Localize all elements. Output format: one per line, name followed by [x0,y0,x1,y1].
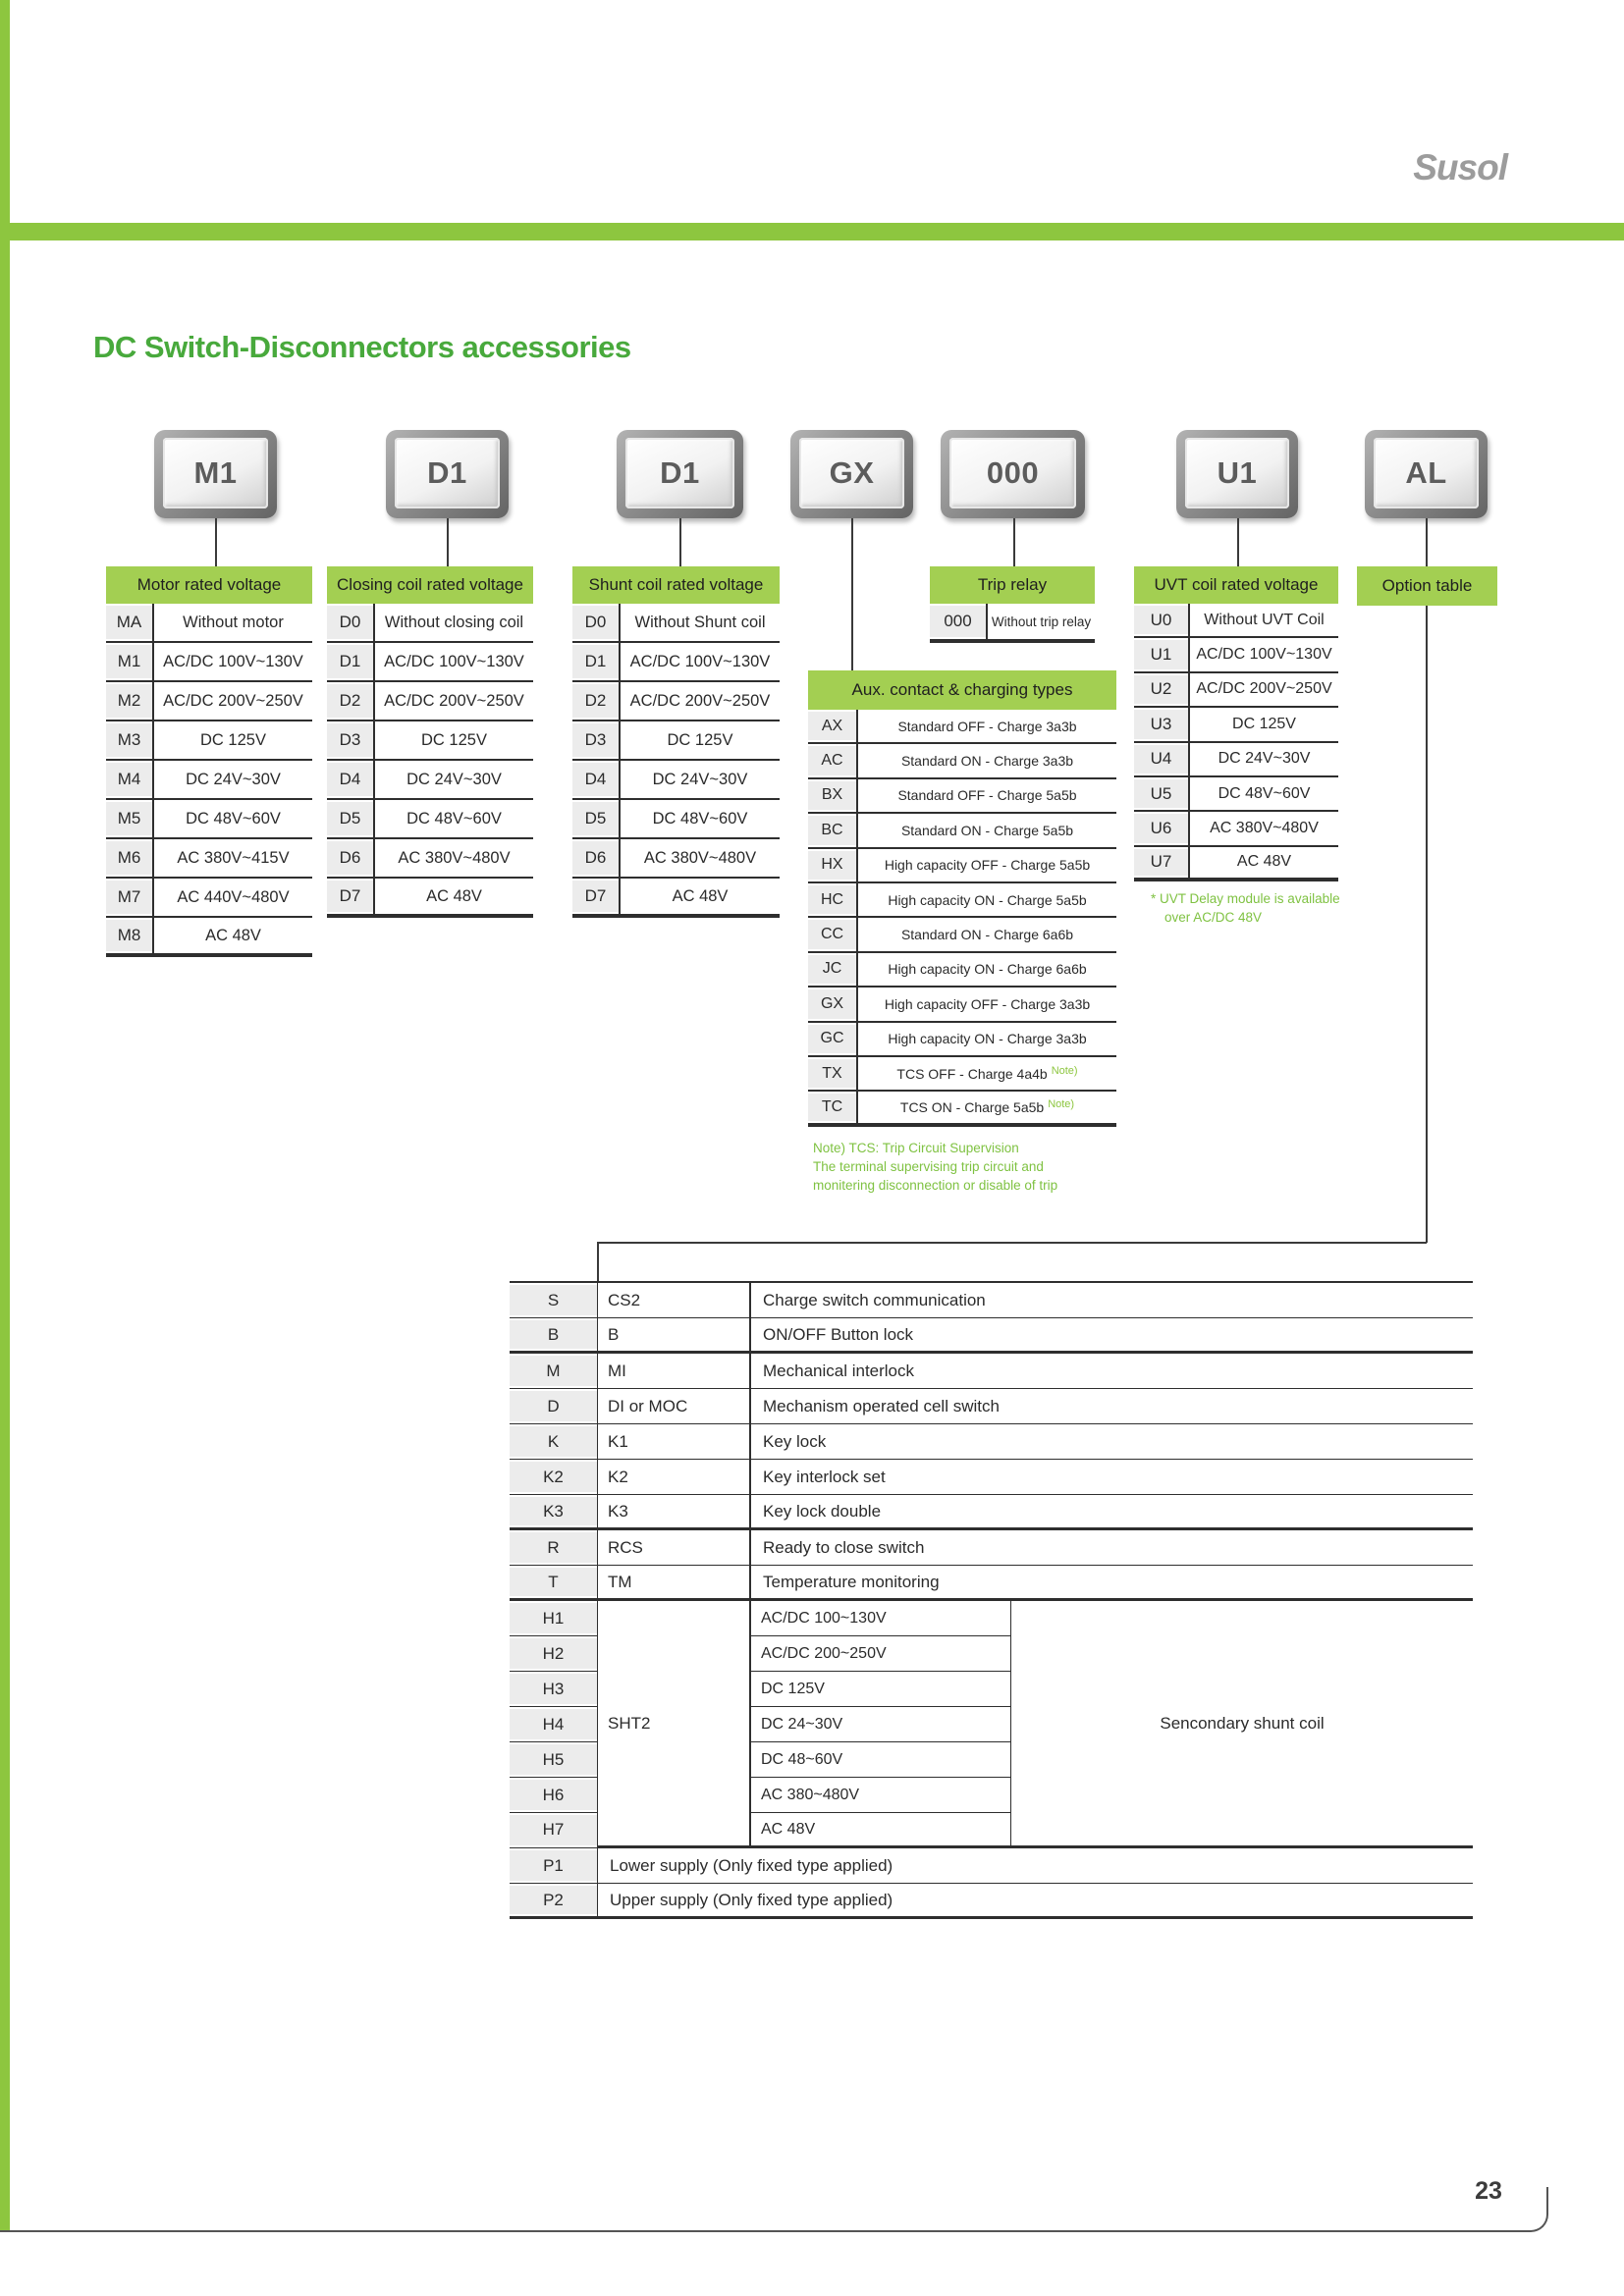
row-value: High capacity ON - Charge 3a3b [856,1023,1116,1055]
table-row [1134,638,1338,672]
row-key: U2 [1134,673,1188,706]
row-key: U1 [1134,638,1188,670]
row-key: BC [808,814,856,846]
row-value: DC 125V [1188,708,1338,740]
row-key: GX [808,988,856,1020]
row-key: R [510,1530,597,1565]
option-table-header: Option table [1357,566,1497,606]
row-value: DC 125V [619,721,780,759]
button-face [625,438,734,508]
row-key: CC [808,918,856,950]
row-value: AC 380V~480V [1188,812,1338,844]
row-key: K [510,1424,597,1459]
table-row [808,814,1116,848]
connector-line [1426,518,1428,566]
row-key: BX [808,779,856,812]
table-row [510,1460,1473,1495]
table-row [808,918,1116,952]
table-row [106,839,312,879]
row-key: P1 [510,1848,597,1883]
table-row [510,1566,1473,1601]
button-label: U1 [1217,455,1258,490]
row-value: RCS [597,1530,749,1565]
hvolt: AC/DC 100~130V [751,1601,1010,1636]
table-row [572,682,780,721]
row-value: Charge switch communication [749,1283,1473,1317]
row-value: AC 48V [619,879,780,914]
row-key: S [510,1283,597,1317]
table-row [1134,604,1338,638]
table-row [106,918,312,957]
row-value: DC 48V~60V [1188,777,1338,810]
closing-coil-voltage-table [327,566,533,918]
table-row [808,849,1116,883]
row-key: D [510,1389,597,1423]
table-row [510,1354,1473,1389]
row-value: AC/DC 200V~250V [373,682,533,720]
row-key: U6 [1134,812,1188,844]
row-key: TX [808,1057,856,1090]
connector-line [1237,518,1239,566]
row-value: DI or MOC [597,1389,749,1423]
code-button-d1-shunt [617,430,743,518]
button-face [395,438,500,508]
secondary-shunt-coil-cell [1011,1601,1473,1845]
row-value: AC 380V~415V [152,839,312,877]
sht2-key-column [510,1601,597,1845]
hvolt: DC 125V [751,1672,1010,1707]
row-value: DC 24V~30V [373,761,533,798]
option-simple-rows [510,1283,1473,1601]
row-key: D2 [327,682,373,720]
code-button-gx [790,430,913,518]
row-value: Without Shunt coil [619,604,780,641]
sht2-group-cell [597,1601,749,1845]
row-key: GC [808,1023,856,1055]
row-key: D5 [572,800,619,837]
note-line: monitering disconnection or disable of trip [813,1178,1058,1193]
code-button-m1 [154,430,277,518]
row-key: M6 [106,839,152,877]
option-sht2-block [510,1601,1473,1848]
table-row [510,1530,1473,1566]
table-row [808,988,1116,1022]
button-face [799,438,904,508]
row-value: DC 24V~30V [619,761,780,798]
page-title: DC Switch-Disconnectors accessories [93,330,631,364]
row-key: AX [808,710,856,742]
row-value: High capacity OFF - Charge 5a5b [856,849,1116,881]
row-key: D7 [327,879,373,914]
row-value: AC/DC 100V~130V [1188,638,1338,670]
table-row [808,744,1116,778]
connector-line [1013,518,1015,566]
note-line: * UVT Delay module is available [1151,891,1340,906]
table-row [1134,708,1338,742]
shunt-coil-voltage-table [572,566,780,918]
row-key: M [510,1354,597,1388]
row-key: D1 [327,643,373,680]
row-value: K2 [597,1460,749,1494]
row-key: TC [808,1092,856,1122]
row-value: Key interlock set [749,1460,1473,1494]
table-row [510,1424,1473,1460]
row-key: HC [808,883,856,916]
row-value: AC 48V [1188,847,1338,878]
row-key: M1 [106,643,152,680]
hkey: H7 [510,1813,597,1847]
button-label: 000 [986,455,1040,490]
table-row [930,604,1095,643]
row-key: M4 [106,761,152,798]
table-header: Shunt coil rated voltage [572,566,780,604]
row-value: K1 [597,1424,749,1459]
table-row [106,761,312,800]
table-header: Trip relay [930,566,1095,604]
option-supply-rows [510,1848,1473,1919]
table-row [1134,777,1338,812]
header-accent-band [0,223,1624,240]
table-row [106,643,312,682]
table-body [327,604,533,918]
table-row [106,879,312,918]
row-value: AC/DC 100V~130V [152,643,312,680]
row-value: Lower supply (Only fixed type applied) [597,1848,1473,1883]
table-row [327,839,533,879]
table-row [572,721,780,761]
connector-line [215,518,217,566]
row-value: AC 380V~480V [373,839,533,877]
uvt-note [1151,889,1340,927]
row-key: U4 [1134,743,1188,775]
note-ref: Note) [1051,1064,1078,1077]
table-row [327,643,533,682]
row-value: TCS ON - Charge 5a5b Note) [856,1092,1116,1122]
table-row [327,721,533,761]
table-row [808,779,1116,814]
row-value: ON/OFF Button lock [749,1318,1473,1351]
page-corner-rule [0,2187,1548,2232]
row-value: AC/DC 100V~130V [619,643,780,680]
uvt-coil-voltage-table [1134,566,1338,881]
row-value: Mechanism operated cell switch [749,1389,1473,1423]
table-row [106,800,312,839]
row-key: M7 [106,879,152,916]
row-value: High capacity OFF - Charge 3a3b [856,988,1116,1020]
connector-line [447,518,449,566]
row-key: MA [106,604,152,641]
table-row [1134,812,1338,846]
row-key: D0 [572,604,619,641]
table-row [106,682,312,721]
table-body [1134,604,1338,881]
table-row [808,1092,1116,1126]
row-value: Ready to close switch [749,1530,1473,1565]
row-value: High capacity ON - Charge 6a6b [856,953,1116,986]
note-line: Note) TCS: Trip Circuit Supervision [813,1141,1019,1155]
row-key: HX [808,849,856,881]
row-key: T [510,1566,597,1598]
row-value: TM [597,1566,749,1598]
sht2-label: SHT2 [608,1713,651,1733]
row-key: D1 [572,643,619,680]
note-ref: Note) [1048,1097,1075,1110]
row-value: Key lock double [749,1495,1473,1527]
table-row [327,879,533,918]
row-value: High capacity ON - Charge 5a5b [856,883,1116,916]
table-row [510,1318,1473,1354]
connector-line-option [1426,606,1428,1243]
table-row [327,761,533,800]
row-value: Without motor [152,604,312,641]
note-line: The terminal supervising trip circuit and [813,1159,1044,1174]
table-body [106,604,312,957]
row-key: D7 [572,879,619,914]
row-value: AC/DC 200V~250V [619,682,780,720]
row-value: CS2 [597,1283,749,1317]
hkey: H6 [510,1778,597,1813]
hkey: H3 [510,1672,597,1707]
hkey: H1 [510,1601,597,1636]
button-label: D1 [660,455,700,490]
code-button-d1-closing [386,430,509,518]
table-row [510,1283,1473,1318]
secondary-shunt-coil-label: Sencondary shunt coil [1160,1713,1325,1733]
table-header: Aux. contact & charging types [808,670,1116,710]
row-value: AC 48V [152,918,312,953]
row-value: AC/DC 200V~250V [152,682,312,720]
row-key: D3 [327,721,373,759]
table-row [510,1848,1473,1884]
trip-relay-table [930,566,1095,643]
row-key: D3 [572,721,619,759]
row-key: D5 [327,800,373,837]
row-value: AC 48V [373,879,533,914]
row-key: M2 [106,682,152,720]
code-button-000 [941,430,1085,518]
table-row [572,839,780,879]
table-row [808,883,1116,918]
row-key: U3 [1134,708,1188,740]
row-value: Without trip relay [986,604,1095,639]
table-row [808,1023,1116,1057]
row-value: Standard ON - Charge 5a5b [856,814,1116,846]
hkey: H4 [510,1707,597,1742]
row-value: Standard ON - Charge 3a3b [856,744,1116,776]
row-key: P2 [510,1884,597,1916]
row-key: B [510,1318,597,1351]
button-face [949,438,1076,508]
hkey: H5 [510,1742,597,1778]
note-line: over AC/DC 48V [1164,910,1263,925]
row-value: TCS OFF - Charge 4a4b Note) [856,1057,1116,1090]
table-row [1134,673,1338,708]
sht2-voltage-column [749,1601,1011,1845]
row-value: Temperature monitoring [749,1566,1473,1598]
table-row [327,800,533,839]
row-key: 000 [930,604,986,639]
hvolt: AC/DC 200~250V [751,1636,1010,1672]
table-header: Motor rated voltage [106,566,312,604]
row-key: K2 [510,1460,597,1494]
row-key: K3 [510,1495,597,1527]
code-button-u1 [1176,430,1298,518]
row-key: M3 [106,721,152,759]
row-key: JC [808,953,856,986]
row-value: Mechanical interlock [749,1354,1473,1388]
hvolt: DC 24~30V [751,1707,1010,1742]
button-label: AL [1405,455,1447,490]
motor-rated-voltage-table [106,566,312,957]
hkey: H2 [510,1636,597,1672]
row-value: AC 380V~480V [619,839,780,877]
button-label: GX [829,455,875,490]
connector-line-option [597,1242,1427,1244]
table-row [572,761,780,800]
hvolt: AC 380~480V [751,1778,1010,1813]
table-row [327,682,533,721]
button-label: M1 [193,455,238,490]
row-value: K3 [597,1495,749,1527]
page-number: 23 [1475,2177,1502,2205]
row-key: M5 [106,800,152,837]
row-value: DC 48V~60V [373,800,533,837]
row-value: MI [597,1354,749,1388]
table-row [510,1495,1473,1530]
button-face [163,438,268,508]
row-value: Upper supply (Only fixed type applied) [597,1884,1473,1916]
row-value: B [597,1318,749,1351]
table-row [808,953,1116,988]
row-key: U7 [1134,847,1188,878]
row-value: Standard OFF - Charge 5a5b [856,779,1116,812]
table-row [572,643,780,682]
row-key: D0 [327,604,373,641]
row-key: D6 [327,839,373,877]
row-key: M8 [106,918,152,953]
table-row [106,721,312,761]
hvolt: AC 48V [761,1821,816,1839]
row-key: D6 [572,839,619,877]
table-row [327,604,533,643]
row-value: Without UVT Coil [1188,604,1338,636]
row-value: Without closing coil [373,604,533,641]
table-row [808,1057,1116,1092]
table-row [106,604,312,643]
row-key: U5 [1134,777,1188,810]
table-header: UVT coil rated voltage [1134,566,1338,604]
row-value: DC 24V~30V [1188,743,1338,775]
row-value: Key lock [749,1424,1473,1459]
row-key: D2 [572,682,619,720]
table-body [808,710,1116,1127]
table-row [510,1884,1473,1919]
row-value: Standard ON - Charge 6a6b [856,918,1116,950]
row-value: DC 48V~60V [152,800,312,837]
aux-contact-charging-table [808,670,1116,1127]
tcs-note [813,1139,1057,1195]
row-key: D4 [572,761,619,798]
row-value: AC/DC 100V~130V [373,643,533,680]
table-header: Closing coil rated voltage [327,566,533,604]
connector-line [679,518,681,566]
button-label: D1 [427,455,467,490]
table-row [572,800,780,839]
connector-line [851,518,853,670]
row-key: AC [808,744,856,776]
row-value: AC 440V~480V [152,879,312,916]
row-value: DC 48V~60V [619,800,780,837]
table-body [930,604,1095,643]
susol-logo: Susol [1413,147,1507,187]
hvolt: DC 48~60V [751,1742,1010,1778]
row-value: Standard OFF - Charge 3a3b [856,710,1116,742]
table-row [1134,847,1338,881]
row-key: D4 [327,761,373,798]
table-body [572,604,780,918]
table-row [572,879,780,918]
code-button-al [1365,430,1488,518]
left-accent-bar [0,0,10,2231]
row-key: U0 [1134,604,1188,636]
button-face [1374,438,1479,508]
row-value: AC/DC 200V~250V [1188,673,1338,706]
connector-line-option [597,1242,599,1281]
table-row [808,710,1116,744]
table-row [1134,743,1338,777]
table-row [510,1389,1473,1424]
button-face [1185,438,1289,508]
table-row [572,604,780,643]
row-value: DC 125V [373,721,533,759]
option-table [510,1281,1473,1919]
row-value: DC 24V~30V [152,761,312,798]
row-value: DC 125V [152,721,312,759]
